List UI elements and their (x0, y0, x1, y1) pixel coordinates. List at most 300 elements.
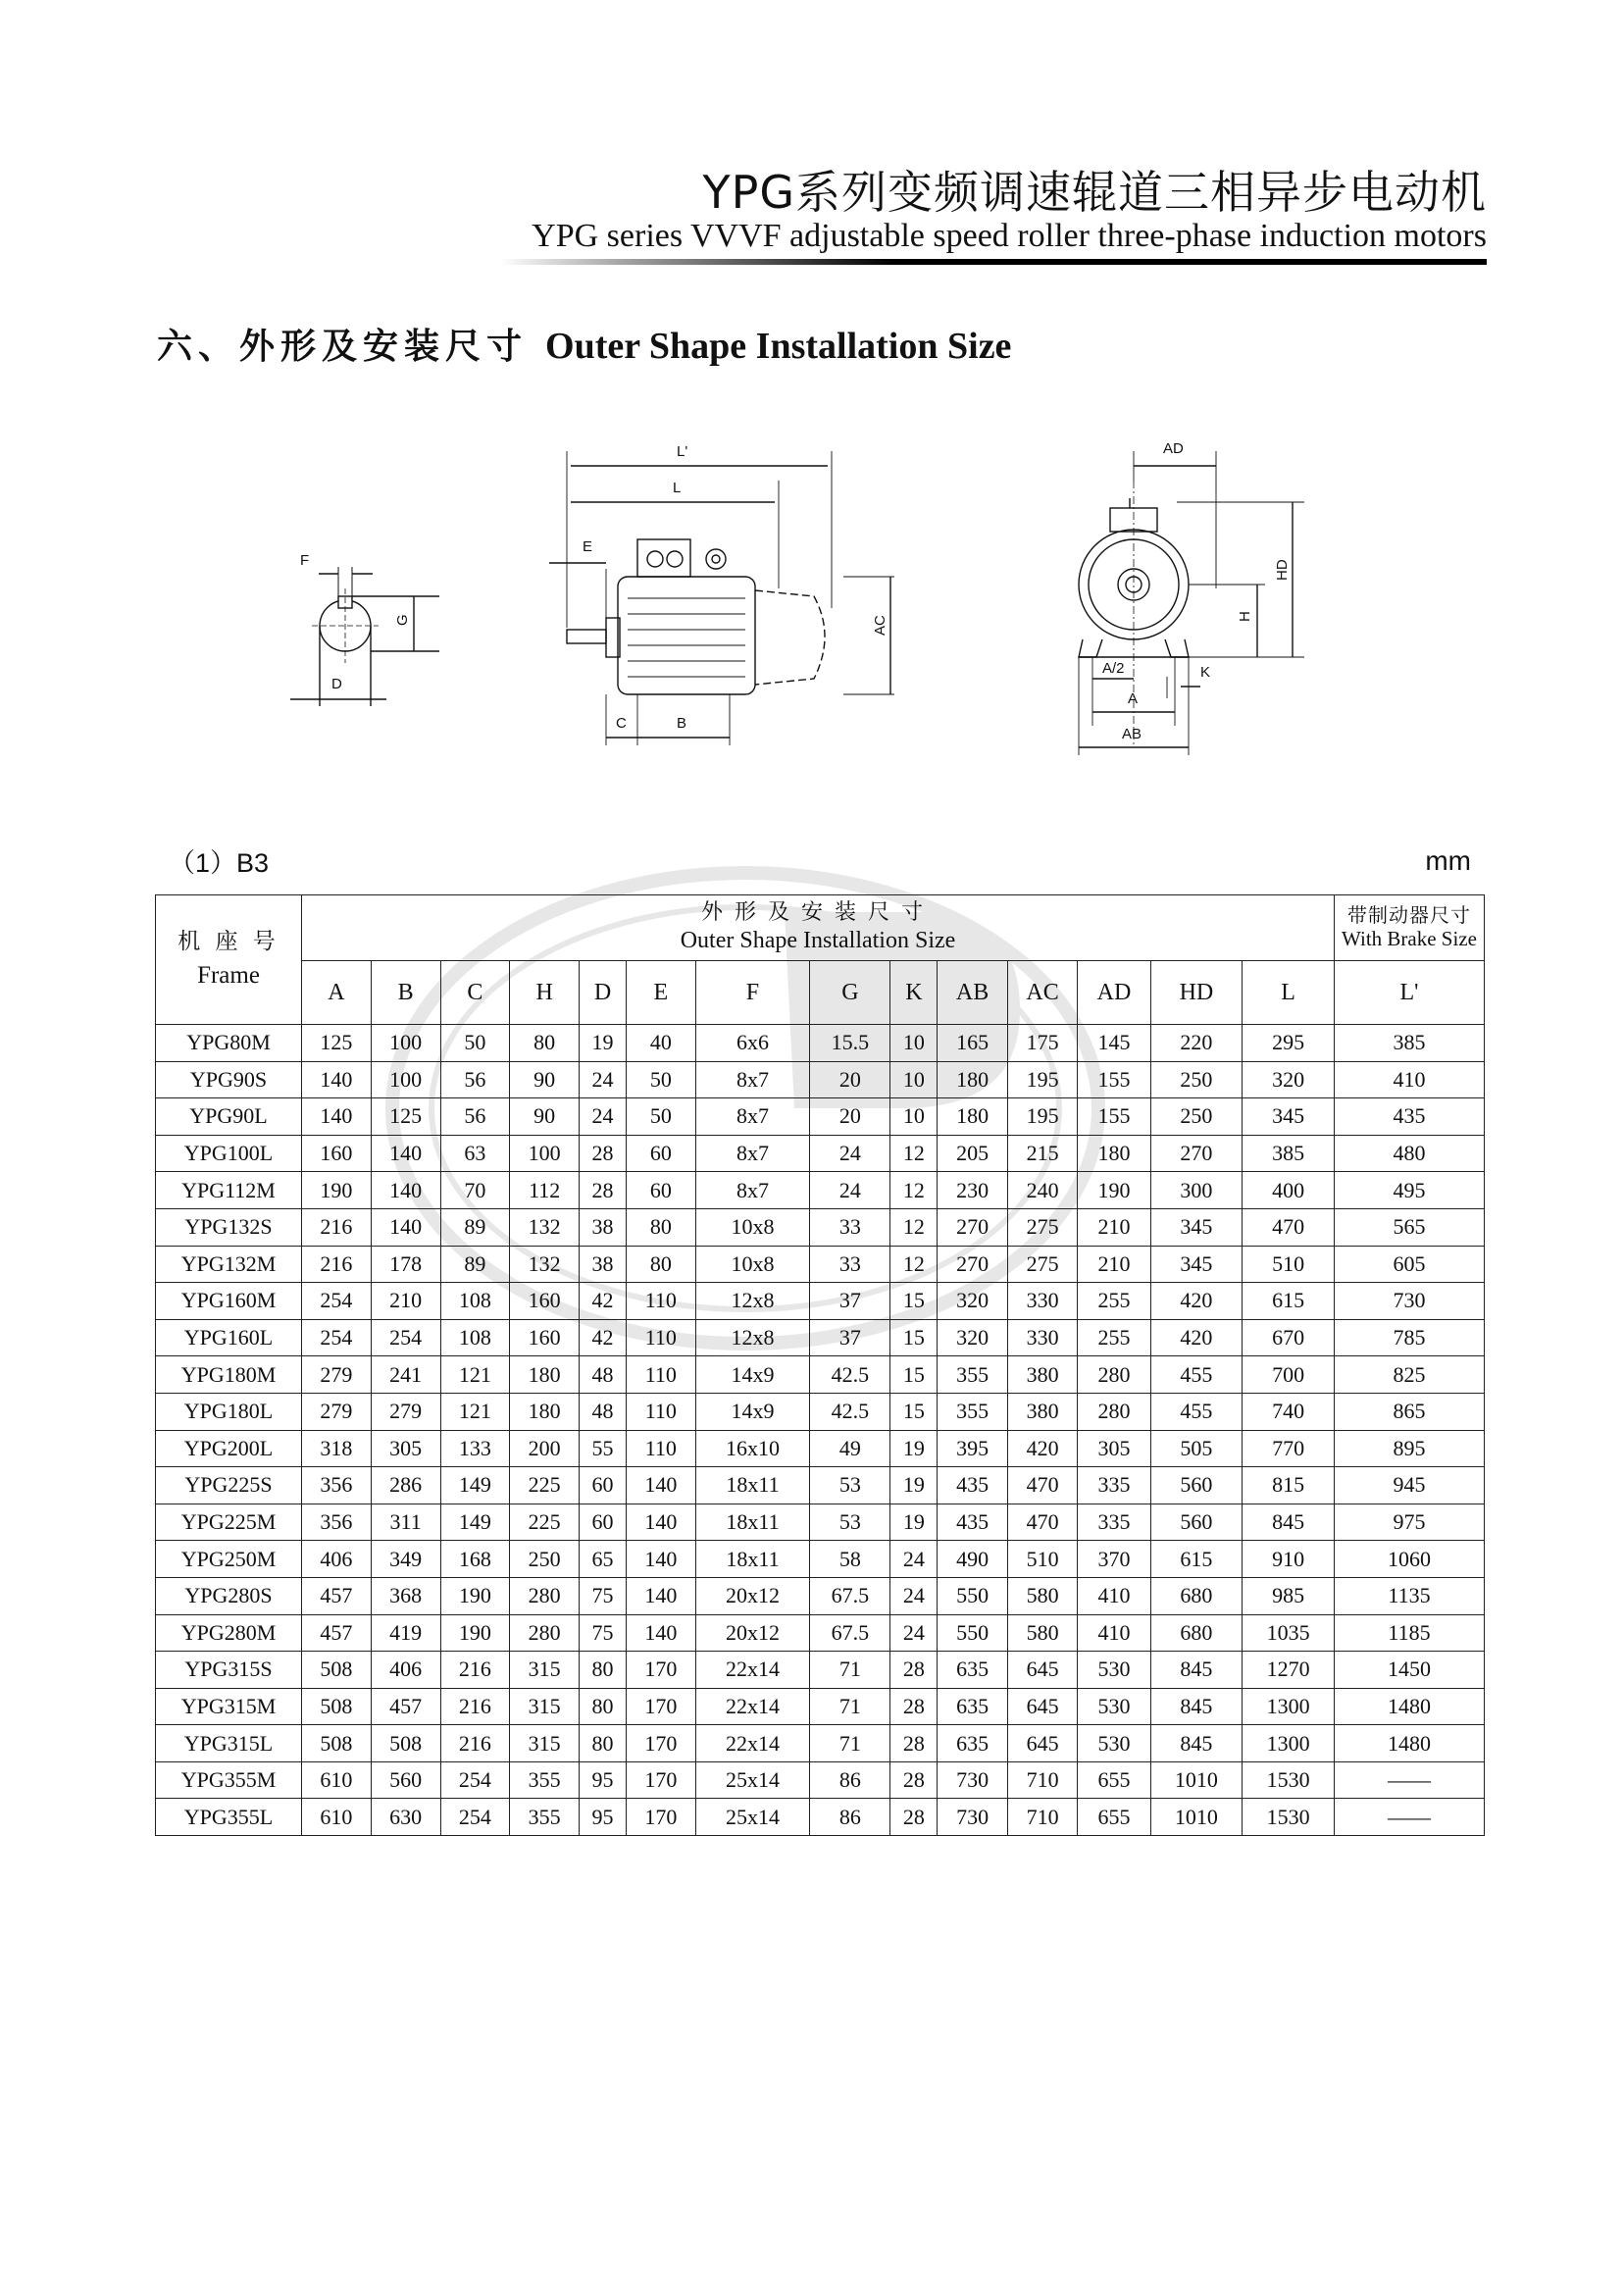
dimension-cell: 8x7 (695, 1098, 810, 1136)
dimension-cell: 160 (302, 1135, 372, 1172)
dimension-cell: —— (1335, 1799, 1485, 1836)
dimension-cell: 356 (302, 1504, 372, 1541)
dimension-cell: 38 (580, 1208, 627, 1246)
dimension-cell: 145 (1078, 1025, 1150, 1062)
table-row (156, 1283, 1485, 1320)
dimension-cell: 6x6 (695, 1025, 810, 1062)
dimension-cell: 255 (1078, 1319, 1150, 1356)
dimension-cell: 86 (810, 1799, 890, 1836)
dimension-cell: 112 (510, 1172, 580, 1209)
dimension-cell: 480 (1335, 1135, 1485, 1172)
dimension-cell: 140 (626, 1577, 695, 1614)
dimension-cell: 28 (580, 1172, 627, 1209)
dimension-cell: 180 (1078, 1135, 1150, 1172)
dimension-cell: 12x8 (695, 1319, 810, 1356)
dim-L-prime-label: L' (677, 443, 688, 460)
frame-cell: YPG315L (156, 1725, 302, 1762)
column-header-ac: AC (1007, 961, 1077, 1025)
dimension-cell: 730 (938, 1799, 1007, 1836)
frame-cell: YPG132M (156, 1246, 302, 1283)
column-header-a: A (302, 961, 372, 1025)
dimension-cell: 395 (938, 1430, 1007, 1467)
dimension-cell: 100 (371, 1025, 440, 1062)
column-header-hd: HD (1150, 961, 1243, 1025)
dimension-cell: 60 (626, 1135, 695, 1172)
dimension-cell: 845 (1150, 1688, 1243, 1725)
dimension-cell: 125 (371, 1098, 440, 1136)
dimension-cell: 108 (440, 1319, 510, 1356)
dimension-cell: 190 (1078, 1172, 1150, 1209)
brake-header (1335, 895, 1485, 961)
dimension-cell: 457 (302, 1577, 372, 1614)
dimension-cell: 635 (938, 1652, 1007, 1689)
dimension-cell: 495 (1335, 1172, 1485, 1209)
dimension-cell: 67.5 (810, 1577, 890, 1614)
dimension-cell: 508 (302, 1725, 372, 1762)
dimension-cell: 70 (440, 1172, 510, 1209)
dimension-cell: 18x11 (695, 1504, 810, 1541)
dimension-cell: 254 (371, 1319, 440, 1356)
frame-cell: YPG160M (156, 1283, 302, 1320)
dim-G-label: G (394, 614, 411, 626)
header-rule (500, 259, 1487, 265)
dimension-cell: 1480 (1335, 1688, 1485, 1725)
column-header-ad: AD (1078, 961, 1150, 1025)
dimension-cell: 15 (890, 1356, 938, 1394)
dimension-cell: 550 (938, 1614, 1007, 1652)
table-row (156, 1577, 1485, 1614)
dimension-cell: 20 (810, 1098, 890, 1136)
dimension-cell: 49 (810, 1430, 890, 1467)
dimension-cell: 195 (1007, 1098, 1077, 1136)
dimension-cell: 250 (1150, 1098, 1243, 1136)
dimension-cell: 270 (1150, 1135, 1243, 1172)
dimension-cell: 15 (890, 1393, 938, 1430)
dimension-cell: 1185 (1335, 1614, 1485, 1652)
frame-cell: YPG355M (156, 1761, 302, 1799)
dimension-cell: 385 (1335, 1025, 1485, 1062)
dimension-cell: 100 (510, 1135, 580, 1172)
dimension-cell: 645 (1007, 1688, 1077, 1725)
table-row (156, 1356, 1485, 1394)
dimension-cell: 100 (371, 1061, 440, 1098)
dimension-cell: 565 (1335, 1208, 1485, 1246)
table-row (156, 1761, 1485, 1799)
dimension-cell: 406 (371, 1652, 440, 1689)
dimension-cell: 355 (938, 1393, 1007, 1430)
dimension-cell: 318 (302, 1430, 372, 1467)
dimension-cell: 356 (302, 1467, 372, 1504)
dimension-cell: 10 (890, 1098, 938, 1136)
group-header (302, 895, 1335, 961)
dimension-cell: 37 (810, 1319, 890, 1356)
dimension-cell: 315 (510, 1652, 580, 1689)
dimension-cell: 455 (1150, 1356, 1243, 1394)
column-header-k: K (890, 961, 938, 1025)
dimension-cell: 60 (626, 1172, 695, 1209)
dimension-cell: 335 (1078, 1504, 1150, 1541)
catalog-title-en: YPG series VVVF adjustable speed roller three-phase induction motors (532, 218, 1487, 254)
dimension-cell: 645 (1007, 1652, 1077, 1689)
dimension-cell: 610 (302, 1761, 372, 1799)
dimension-cell: 121 (440, 1356, 510, 1394)
table-row (156, 1246, 1485, 1283)
dim-AB-label: AB (1122, 726, 1142, 742)
dimension-cell: 530 (1078, 1652, 1150, 1689)
dimension-cell: 457 (371, 1688, 440, 1725)
dimension-cell: 250 (1150, 1061, 1243, 1098)
dim-A-label: A (1128, 690, 1139, 707)
dimension-cell: 18x11 (695, 1467, 810, 1504)
dimension-cell: 12 (890, 1135, 938, 1172)
dimension-cell: 19 (890, 1430, 938, 1467)
dimension-cell: 349 (371, 1541, 440, 1578)
dimension-cell: 178 (371, 1246, 440, 1283)
dimension-cell: 1010 (1150, 1799, 1243, 1836)
dimension-cell: 410 (1078, 1614, 1150, 1652)
dimension-cell: 368 (371, 1577, 440, 1614)
dimension-cell: 530 (1078, 1725, 1150, 1762)
dimension-table (155, 894, 1485, 1836)
dim-A-half-label: A/2 (1102, 660, 1125, 677)
table-row (156, 1799, 1485, 1836)
dim-L-label: L (673, 480, 682, 496)
dimension-cell: 42 (580, 1283, 627, 1320)
section-title (157, 319, 1011, 369)
dimension-cell: 220 (1150, 1025, 1243, 1062)
dimension-cell: 160 (510, 1283, 580, 1320)
dimension-cell: 28 (890, 1652, 938, 1689)
dimension-cell: 190 (440, 1577, 510, 1614)
dimension-cell: 19 (580, 1025, 627, 1062)
dimension-cell: 200 (510, 1430, 580, 1467)
dimension-cell: 280 (1078, 1356, 1150, 1394)
column-header-b: B (371, 961, 440, 1025)
dimension-cell: 508 (302, 1652, 372, 1689)
dimension-cell: 216 (440, 1725, 510, 1762)
frame-cell: YPG132S (156, 1208, 302, 1246)
dimension-cell: 110 (626, 1430, 695, 1467)
dimension-cell: 355 (938, 1356, 1007, 1394)
dimension-cell: 168 (440, 1541, 510, 1578)
dimension-cell: 1450 (1335, 1652, 1485, 1689)
dim-HD-label: HD (1274, 559, 1291, 581)
dimension-cell: 1300 (1243, 1725, 1335, 1762)
frame-cell: YPG225S (156, 1467, 302, 1504)
dimension-cell: 560 (371, 1761, 440, 1799)
frame-cell: YPG160L (156, 1319, 302, 1356)
dimension-cell: 20x12 (695, 1614, 810, 1652)
dimension-cell: 40 (626, 1025, 695, 1062)
dimension-cell: 435 (1335, 1098, 1485, 1136)
dimension-cell: 14x9 (695, 1356, 810, 1394)
dimension-cell: 315 (510, 1725, 580, 1762)
dimension-cell: 75 (580, 1614, 627, 1652)
dimension-cell: 20x12 (695, 1577, 810, 1614)
dimension-cell: 345 (1243, 1098, 1335, 1136)
dimension-cell: 225 (510, 1504, 580, 1541)
dimension-cell: 175 (1007, 1025, 1077, 1062)
table-row (156, 1393, 1485, 1430)
dimension-cell: 470 (1007, 1467, 1077, 1504)
dimension-cell: 63 (440, 1135, 510, 1172)
dimension-cell: 315 (510, 1688, 580, 1725)
dimension-cell: 505 (1150, 1430, 1243, 1467)
frame-cell: YPG80M (156, 1025, 302, 1062)
dimension-cell: 24 (580, 1061, 627, 1098)
dimension-cell: 1135 (1335, 1577, 1485, 1614)
dimension-cell: 216 (440, 1688, 510, 1725)
dimension-cell: 255 (1078, 1283, 1150, 1320)
table-row (156, 1061, 1485, 1098)
dimension-cell: 48 (580, 1393, 627, 1430)
dimension-cell: 710 (1007, 1799, 1077, 1836)
dimension-cell: 24 (810, 1172, 890, 1209)
dimension-cell: 89 (440, 1208, 510, 1246)
catalog-title-cn: YPG系列变频调速辊道三相异步电动机 (702, 166, 1487, 219)
dimension-cell: 655 (1078, 1799, 1150, 1836)
dimension-cell: 320 (938, 1319, 1007, 1356)
column-header-d: D (580, 961, 627, 1025)
frame-cell: YPG225M (156, 1504, 302, 1541)
dimension-cell: 455 (1150, 1393, 1243, 1430)
dimension-cell: 645 (1007, 1725, 1077, 1762)
dimension-cell: 14x9 (695, 1393, 810, 1430)
dimension-cell: 28 (890, 1799, 938, 1836)
dimension-cell: 33 (810, 1246, 890, 1283)
dimension-cell: 80 (580, 1652, 627, 1689)
dimension-cell: 19 (890, 1504, 938, 1541)
section-title-en: Outer Shape Installation Size (545, 326, 1012, 367)
dim-H-label: H (1237, 611, 1253, 622)
group-header-cn: 外形及安装尺寸 (700, 900, 935, 926)
dimension-cell: 215 (1007, 1135, 1077, 1172)
dimension-cell: 24 (890, 1614, 938, 1652)
table-row (156, 1614, 1485, 1652)
dimension-cell: 630 (371, 1799, 440, 1836)
dimension-cell: 80 (626, 1246, 695, 1283)
dimension-cell: 420 (1150, 1319, 1243, 1356)
dimension-cell: 815 (1243, 1467, 1335, 1504)
dimension-cell: 165 (938, 1025, 1007, 1062)
dimension-cell: 295 (1243, 1025, 1335, 1062)
dimension-cell: 125 (302, 1025, 372, 1062)
dimension-cell: 435 (938, 1467, 1007, 1504)
dimension-cell: 90 (510, 1061, 580, 1098)
dimension-cell: 8x7 (695, 1135, 810, 1172)
frame-cell: YPG112M (156, 1172, 302, 1209)
dimension-cell: 12x8 (695, 1283, 810, 1320)
dimension-cell: 140 (371, 1172, 440, 1209)
dimension-cell: 845 (1150, 1652, 1243, 1689)
brake-header-en: With Brake Size (1342, 927, 1477, 951)
dimension-cell: 730 (938, 1761, 1007, 1799)
dimension-cell: 58 (810, 1541, 890, 1578)
dimension-cell: 985 (1243, 1577, 1335, 1614)
dimension-cell: 95 (580, 1799, 627, 1836)
dimension-cell: 12 (890, 1172, 938, 1209)
dimension-cell: 400 (1243, 1172, 1335, 1209)
dimension-cell: 279 (371, 1393, 440, 1430)
dimension-cell: 710 (1007, 1761, 1077, 1799)
dimension-cell: 1530 (1243, 1761, 1335, 1799)
dimension-cell: 80 (580, 1688, 627, 1725)
dimension-cell: 380 (1007, 1393, 1077, 1430)
table-row (156, 1098, 1485, 1136)
dimension-cell: 370 (1078, 1541, 1150, 1578)
dim-E-label: E (583, 538, 593, 555)
dimension-cell: 50 (626, 1098, 695, 1136)
dimension-cell: 975 (1335, 1504, 1485, 1541)
dimension-cell: 180 (510, 1393, 580, 1430)
dimension-cell: 140 (626, 1541, 695, 1578)
dimension-cell: 38 (580, 1246, 627, 1283)
dimension-cell: 140 (302, 1061, 372, 1098)
dimension-cell: 225 (510, 1467, 580, 1504)
dimension-cell: 560 (1150, 1467, 1243, 1504)
dimension-cell: 670 (1243, 1319, 1335, 1356)
dim-AC-label: AC (872, 615, 888, 636)
frame-cell: YPG280M (156, 1614, 302, 1652)
dimension-cell: 160 (510, 1319, 580, 1356)
dimension-cell: 210 (1078, 1208, 1150, 1246)
dimension-cell: 75 (580, 1577, 627, 1614)
column-header-e: E (626, 961, 695, 1025)
dimension-cell: 10 (890, 1061, 938, 1098)
dimension-cell: 910 (1243, 1541, 1335, 1578)
dimension-cell: 508 (371, 1725, 440, 1762)
dimension-cell: 655 (1078, 1761, 1150, 1799)
dimension-cell: 254 (440, 1761, 510, 1799)
dimension-cell: 865 (1335, 1393, 1485, 1430)
frame-header-cn: 机 座 号 (178, 928, 279, 954)
dimension-cell: 180 (938, 1098, 1007, 1136)
dimension-cell: 420 (1007, 1430, 1077, 1467)
subsection-label: （1）B3 (169, 848, 270, 878)
motor-front-view (1079, 440, 1304, 755)
dimension-cell: 410 (1335, 1061, 1485, 1098)
column-header-l-prime: L' (1335, 961, 1485, 1025)
frame-cell: YPG280S (156, 1577, 302, 1614)
dimension-cell: 490 (938, 1541, 1007, 1578)
dimension-cell: 80 (510, 1025, 580, 1062)
dimension-cell: 275 (1007, 1208, 1077, 1246)
dimension-cell: 42.5 (810, 1393, 890, 1430)
frame-header (156, 895, 302, 1025)
table-header-row-1 (156, 895, 1485, 961)
dimension-cell: 20 (810, 1061, 890, 1098)
dimension-cell: 610 (302, 1799, 372, 1836)
dimension-cell: 24 (890, 1577, 938, 1614)
frame-cell: YPG180L (156, 1393, 302, 1430)
dimension-cell: 108 (440, 1283, 510, 1320)
dimension-cell: 305 (1078, 1430, 1150, 1467)
dimension-cell: 470 (1007, 1504, 1077, 1541)
dimension-cell: 121 (440, 1393, 510, 1430)
dimension-cell: 190 (302, 1172, 372, 1209)
dimension-cell: 615 (1243, 1283, 1335, 1320)
dimension-cell: 230 (938, 1172, 1007, 1209)
dimension-cell: 320 (1243, 1061, 1335, 1098)
dimension-cell: 133 (440, 1430, 510, 1467)
unit-label: mm (1425, 845, 1471, 876)
dimension-cell: 680 (1150, 1614, 1243, 1652)
column-header-l: L (1243, 961, 1335, 1025)
dimension-cell: 110 (626, 1356, 695, 1394)
dimension-cell: 410 (1078, 1577, 1150, 1614)
dimension-cell: 71 (810, 1652, 890, 1689)
dim-B-label: B (677, 715, 687, 732)
dimension-cell: 110 (626, 1393, 695, 1430)
dimension-cell: 12 (890, 1208, 938, 1246)
dimension-cell: 24 (890, 1541, 938, 1578)
dimension-cell: 279 (302, 1393, 372, 1430)
dimension-cell: 279 (302, 1356, 372, 1394)
dimension-cell: 149 (440, 1504, 510, 1541)
dimension-cell: 170 (626, 1725, 695, 1762)
dimension-cell: 635 (938, 1725, 1007, 1762)
frame-cell: YPG100L (156, 1135, 302, 1172)
column-header-ab: AB (938, 961, 1007, 1025)
dimension-cell: 945 (1335, 1467, 1485, 1504)
dimension-cell: 216 (440, 1652, 510, 1689)
dimension-cell: 140 (626, 1467, 695, 1504)
dimension-cell: 22x14 (695, 1725, 810, 1762)
table-row (156, 1208, 1485, 1246)
dimension-cell: 170 (626, 1761, 695, 1799)
dimension-cell: 33 (810, 1208, 890, 1246)
dim-C-label: C (616, 715, 627, 732)
dimension-cell: 345 (1150, 1246, 1243, 1283)
dim-AD-label: AD (1163, 440, 1184, 457)
dimension-cell: 605 (1335, 1246, 1485, 1283)
dimension-cell: 28 (890, 1688, 938, 1725)
dimension-cell: 42.5 (810, 1356, 890, 1394)
dimension-cell: 24 (810, 1135, 890, 1172)
dimension-cell: 895 (1335, 1430, 1485, 1467)
table-row (156, 1467, 1485, 1504)
frame-header-en: Frame (197, 962, 260, 990)
dimension-cell: 435 (938, 1504, 1007, 1541)
dimension-cell: 241 (371, 1356, 440, 1394)
dimension-cell: 22x14 (695, 1688, 810, 1725)
dimension-cell: 67.5 (810, 1614, 890, 1652)
dimension-cell: 240 (1007, 1172, 1077, 1209)
shaft-end-view (290, 552, 439, 706)
dimension-cell: 510 (1007, 1541, 1077, 1578)
dimension-cell: 25x14 (695, 1799, 810, 1836)
dimension-cell: 55 (580, 1430, 627, 1467)
dimension-cell: 280 (510, 1577, 580, 1614)
installation-drawings (0, 422, 1624, 785)
dimension-cell: 180 (938, 1061, 1007, 1098)
column-header-h: H (510, 961, 580, 1025)
dimension-cell: 80 (580, 1725, 627, 1762)
dimension-cell: 330 (1007, 1319, 1077, 1356)
dimension-cell: 700 (1243, 1356, 1335, 1394)
dimension-cell: 210 (1078, 1246, 1150, 1283)
table-row (156, 1541, 1485, 1578)
dimension-cell: 25x14 (695, 1761, 810, 1799)
dimension-cell: 110 (626, 1283, 695, 1320)
dimension-cell: 60 (580, 1467, 627, 1504)
dimension-cell: 155 (1078, 1098, 1150, 1136)
dimension-cell: 300 (1150, 1172, 1243, 1209)
dimension-cell: 8x7 (695, 1172, 810, 1209)
dimension-cell: 420 (1150, 1283, 1243, 1320)
dimension-cell: 320 (938, 1283, 1007, 1320)
dimension-cell: 845 (1243, 1504, 1335, 1541)
